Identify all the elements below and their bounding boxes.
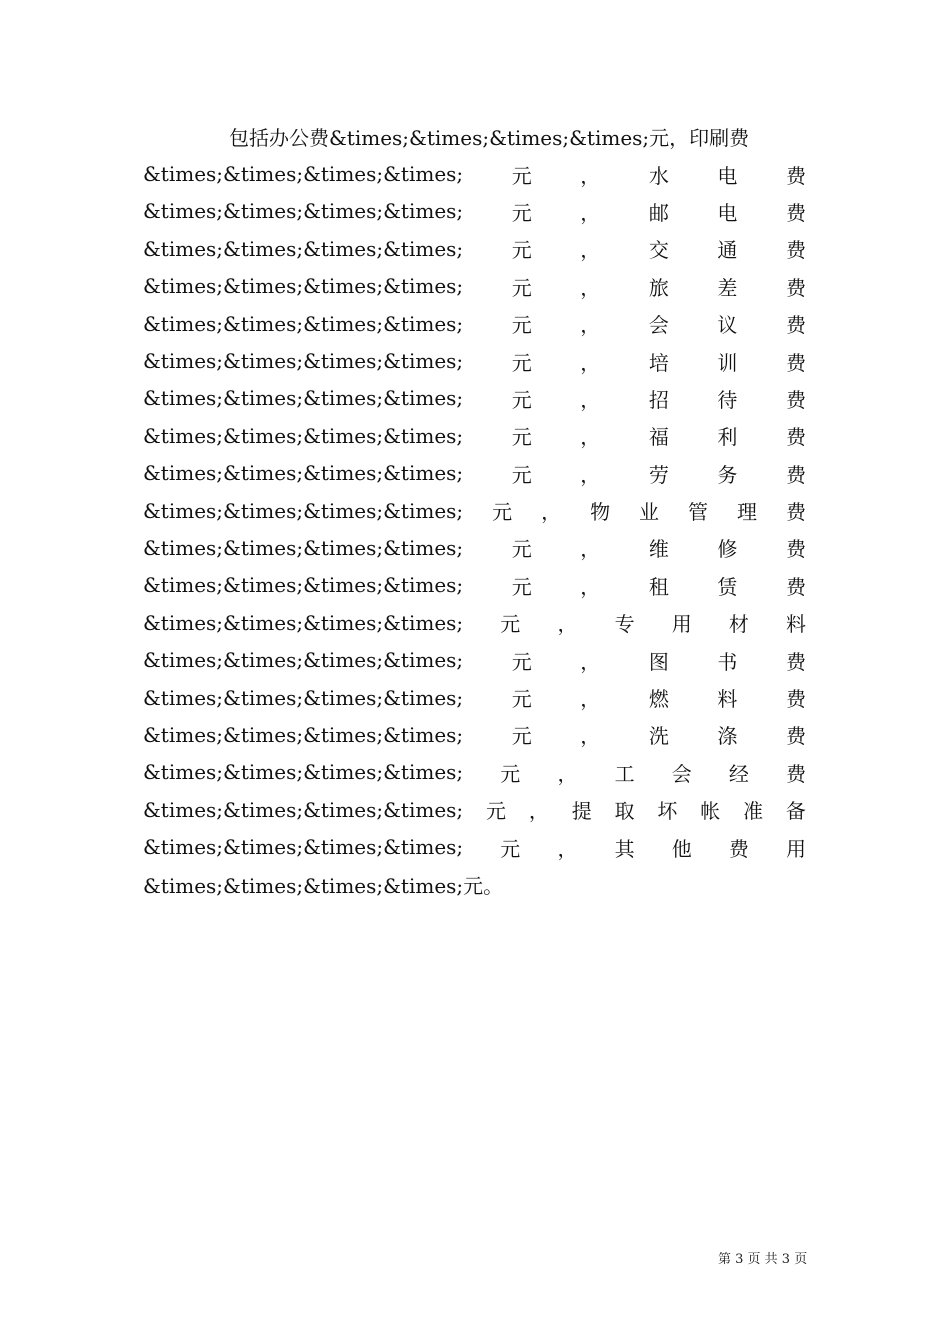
text-segment: ， (580, 574, 601, 599)
text-segment: ， (528, 799, 549, 824)
body-paragraph (143, 118, 806, 903)
text-segment: 涤 (717, 724, 738, 749)
text-segment: 费 (785, 687, 806, 712)
text-segment: 元 (511, 687, 532, 712)
text-segment: 费 (785, 462, 806, 487)
text-line (143, 118, 806, 155)
text-segment: 业 (639, 500, 660, 525)
text-segment: 洗 (648, 724, 669, 749)
text-segment: ， (557, 836, 578, 861)
text-segment: 费 (785, 425, 806, 450)
text-segment: 元 (511, 275, 532, 300)
text-line (143, 529, 806, 566)
text-segment: 会 (648, 313, 669, 338)
text-segment: &times;&times;&times;&times; (143, 610, 464, 635)
text-segment: 交 (648, 238, 669, 263)
text-segment: 包括办公费&times;&times;&times;&times;元，印刷费 (229, 126, 750, 151)
text-segment: 图 (648, 649, 669, 674)
text-segment: 费 (785, 387, 806, 412)
text-line (143, 455, 806, 492)
text-line (143, 641, 806, 678)
text-segment: &times;&times;&times;&times; (143, 648, 464, 673)
text-segment: 料 (717, 687, 738, 712)
text-segment: 务 (717, 462, 738, 487)
text-segment: 元 (511, 724, 532, 749)
text-segment: 帐 (700, 799, 721, 824)
text-line (143, 268, 806, 305)
text-segment: 通 (717, 238, 738, 263)
text-segment: 维 (648, 537, 669, 562)
text-segment: 费 (785, 649, 806, 674)
page-number: 第 3 页 共 3 页 (718, 1252, 808, 1267)
text-line (143, 567, 806, 604)
text-segment: ， (580, 462, 601, 487)
text-segment: &times;&times;&times;&times; (143, 199, 464, 224)
text-segment: 元 (511, 537, 532, 562)
text-segment: ， (580, 687, 601, 712)
text-segment: 提 (571, 799, 592, 824)
text-line (143, 342, 806, 379)
text-segment: 邮 (648, 200, 669, 225)
text-segment: 材 (728, 612, 749, 637)
text-segment: &times;&times;&times;&times; (143, 573, 464, 598)
text-segment: 元 (500, 612, 521, 637)
text-segment: 元 (511, 238, 532, 263)
text-segment: ， (580, 200, 601, 225)
text-segment: 会 (671, 761, 692, 786)
text-segment: &times;&times;&times;&times; (143, 423, 464, 448)
text-segment: &times;&times;&times;&times; (143, 386, 464, 411)
text-segment: 元 (511, 425, 532, 450)
text-segment: 物 (590, 500, 611, 525)
text-segment: 训 (717, 350, 738, 375)
text-segment: &times;&times;&times;&times; (143, 349, 464, 374)
text-segment: ， (580, 387, 601, 412)
text-segment: 书 (717, 649, 738, 674)
text-segment: 利 (717, 425, 738, 450)
text-segment: 专 (614, 612, 635, 637)
text-segment: &times;&times;&times;&times; (143, 274, 464, 299)
text-segment: 费 (785, 537, 806, 562)
text-segment: 燃 (648, 687, 669, 712)
text-segment: 工 (614, 761, 635, 786)
text-segment: 元 (500, 761, 521, 786)
text-line (143, 380, 806, 417)
text-segment: 电 (717, 200, 738, 225)
text-segment: ， (580, 163, 601, 188)
text-segment: 费 (785, 724, 806, 749)
text-line (143, 754, 806, 791)
text-segment: &times;&times;&times;&times; (143, 461, 464, 486)
text-segment: &times;&times;&times;&times; (143, 498, 464, 523)
text-segment: 议 (717, 313, 738, 338)
text-segment: 福 (648, 425, 669, 450)
text-line (143, 155, 806, 192)
text-segment: 费 (785, 574, 806, 599)
text-segment: 费 (728, 836, 749, 861)
text-segment: 准 (743, 799, 764, 824)
text-segment: 其 (614, 836, 635, 861)
text-segment: 经 (728, 761, 749, 786)
text-line (143, 866, 806, 903)
text-line (143, 791, 806, 828)
text-segment: 用 (671, 612, 692, 637)
text-segment: 费 (786, 761, 806, 786)
text-segment: 管 (688, 500, 708, 525)
text-line (143, 492, 806, 529)
text-segment: ， (557, 612, 578, 637)
text-segment: 修 (717, 537, 738, 562)
text-line (143, 305, 806, 342)
text-segment: 用 (786, 836, 806, 861)
text-segment: ， (580, 238, 601, 263)
text-segment: 元 (511, 574, 532, 599)
text-segment: &times;&times;&times;&times; (143, 685, 464, 710)
text-segment: 理 (736, 500, 757, 525)
text-segment: 备 (785, 799, 806, 824)
text-segment: &times;&times;&times;&times; (143, 835, 464, 860)
text-segment: 费 (785, 200, 806, 225)
text-segment: 费 (785, 238, 806, 263)
text-segment: 差 (717, 275, 738, 300)
text-segment: 元 (511, 313, 532, 338)
text-line (143, 716, 806, 753)
text-segment: 招 (648, 387, 669, 412)
text-segment: 坏 (657, 799, 678, 824)
text-segment: &times;&times;&times;&times; (143, 535, 464, 560)
text-line (143, 604, 806, 641)
text-segment: 费 (785, 500, 806, 525)
text-segment: 劳 (648, 462, 669, 487)
text-line (143, 417, 806, 454)
text-segment: 元 (511, 387, 532, 412)
text-segment: 赁 (717, 574, 738, 599)
text-segment: 费 (785, 313, 806, 338)
text-segment: ， (580, 350, 601, 375)
text-segment: 元 (511, 200, 532, 225)
text-segment: &times;&times;&times;&times; (143, 236, 464, 261)
text-segment: ， (557, 761, 578, 786)
text-segment: ， (580, 724, 601, 749)
text-segment: 租 (648, 574, 669, 599)
text-segment: 取 (614, 799, 635, 824)
text-segment: &times;&times;&times;&times; (143, 760, 464, 785)
text-segment: 费 (785, 163, 806, 188)
text-segment: 电 (717, 163, 738, 188)
text-segment: 费 (785, 275, 806, 300)
text-segment: 元 (511, 350, 532, 375)
text-segment: &times;&times;&times;&times; (143, 311, 464, 336)
text-segment: 元 (511, 163, 532, 188)
text-segment: 料 (786, 612, 806, 637)
text-segment: ， (580, 313, 601, 338)
text-segment: 元 (500, 836, 521, 861)
text-segment: 待 (717, 387, 738, 412)
text-line (143, 828, 806, 865)
text-segment: 旅 (648, 275, 669, 300)
text-segment: 元 (511, 462, 532, 487)
text-line (143, 193, 806, 230)
text-segment: ， (580, 649, 601, 674)
text-line (143, 230, 806, 267)
text-segment: 培 (648, 350, 669, 375)
text-segment: 元 (492, 500, 513, 525)
text-line (143, 679, 806, 716)
text-segment: ， (580, 425, 601, 450)
text-segment: &times;&times;&times;&times;元。 (143, 874, 504, 898)
text-segment: 水 (648, 163, 669, 188)
text-segment: &times;&times;&times;&times; (143, 797, 464, 822)
text-segment: 元 (486, 799, 506, 824)
text-segment: ， (580, 537, 601, 562)
text-segment: ， (580, 275, 601, 300)
text-segment: 费 (785, 350, 806, 375)
text-segment: &times;&times;&times;&times; (143, 722, 464, 747)
text-segment: ， (541, 500, 562, 525)
text-segment: 他 (671, 836, 692, 861)
text-segment: 元 (511, 649, 532, 674)
text-segment: &times;&times;&times;&times; (143, 162, 464, 187)
